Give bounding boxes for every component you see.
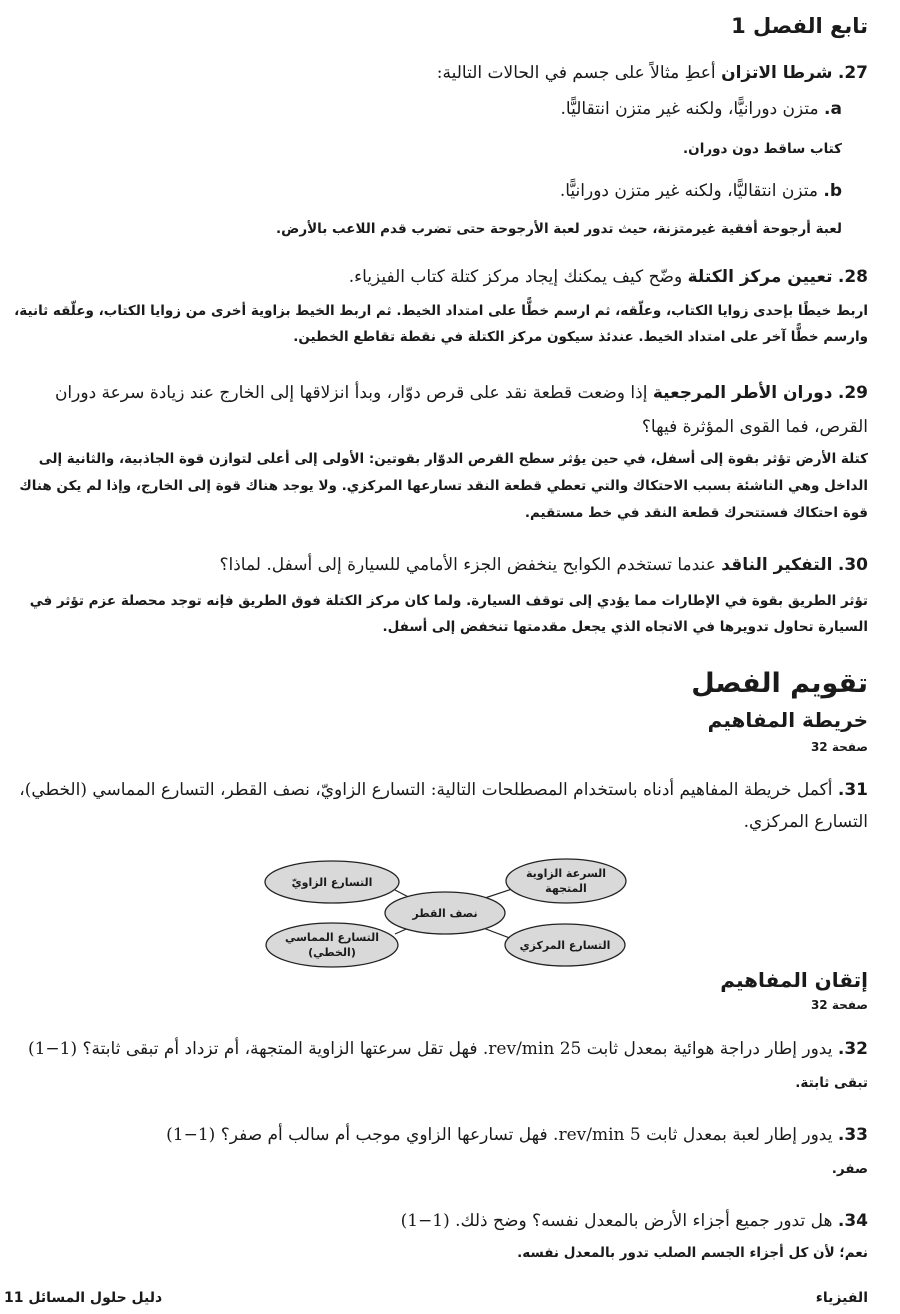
concept-map-page-ref: صفحة 32 — [810, 740, 868, 754]
question-29 — [4, 376, 868, 444]
question-text: إذا وضعت قطعة نقد على قرص دوّار، وبدأ انزلاقها إلى الخارج عند زيادة سرعة دوران القرص، فما القوى المؤثرة فيها؟ — [54, 383, 868, 437]
node-bottom-right — [505, 924, 625, 966]
question-number: 32. — [837, 1039, 868, 1059]
node-label: نصف القطر — [412, 907, 478, 920]
question-30 — [219, 550, 868, 580]
node-label-line1: التسارع المماسي — [284, 931, 380, 944]
node-label-line2: (الخطي) — [308, 946, 356, 959]
question-number: 28. — [837, 267, 868, 287]
node-center — [385, 892, 505, 934]
part-letter: b. — [823, 181, 842, 201]
question-text: وضّح كيف يمكنك إيجاد مركز كتلة كتاب الفيزياء. — [348, 267, 683, 287]
node-label-line2: المتجهة — [545, 882, 587, 895]
question-33 — [166, 1120, 868, 1150]
question-term: شرطا الاتزان — [721, 63, 833, 83]
question-text: عندما تستخدم الكوابح ينخفض الجزء الأمامي للسيارة إلى أسفل. لماذا؟ — [219, 555, 716, 575]
answer-29: كتلة الأرض تؤثر بقوة إلى أسفل، في حين يؤثر سطح القرص الدوّار بقوتين: الأولى إلى أعلى لتوازن قوة الجاذبية، والثانية إلى الداخل وهي الناشئة بسبب الاحتكاك والتي تعطي قطعة النقد تسارعها المركزي. ولا يوجد هناك قوة إلى الخارج، وإذا لم يكن هناك قوة احتكاك فستتحرك قطعة النقد في خط مستقيم. — [19, 451, 868, 521]
chapter-review-heading: تقويم الفصل — [691, 668, 868, 699]
answer-27b: لعبة أرجوحة أفقية غيرمتزنة، حيث تدور لعبة الأرجوحة حتى تضرب قدم اللاعب بالأرض. — [276, 221, 842, 237]
question-term: تعيين مركز الكتلة — [687, 267, 833, 287]
answer-33: صفر. — [831, 1161, 868, 1177]
footer-guide-title: دليل حلول المسائل 11 — [4, 1290, 163, 1306]
question-number: 30. — [837, 555, 868, 575]
question-number: 34. — [837, 1211, 868, 1231]
question-text: يدور إطار لعبة بمعدل ثابت 5 rev/min. فهل تسارعها الزاوي موجب أم سالب أم صفر؟ (1−1) — [166, 1125, 833, 1145]
answer-30: تؤثر الطريق بقوة في الإطارات مما يؤدي إلى توقف السيارة. ولما كان مركز الكتلة فوق الطريق فإنه توجد محصلة عزم تؤثر في السيارة تحاول تدويرها في الاتجاه الذي يجعل مقدمتها تنخفض إلى أسفل. — [29, 593, 868, 635]
node-label: التسارع المركزي — [519, 939, 611, 952]
question-28 — [349, 262, 868, 292]
mastery-heading: إتقان المفاهيم — [720, 968, 868, 992]
question-number: 27. — [837, 63, 868, 83]
concept-map-heading: خريطة المفاهيم — [707, 708, 868, 732]
question-text: أعطِ مثالاً على جسم في الحالات التالية: — [436, 63, 716, 83]
question-27 — [437, 58, 868, 88]
node-label-line1: السرعة الزاوية — [525, 867, 607, 880]
question-31 — [4, 774, 868, 838]
question-27b — [560, 176, 842, 206]
node-bottom-left — [266, 923, 398, 967]
answer-34: نعم؛ لأن كل أجزاء الجسم الصلب تدور بالمعدل نفسه. — [517, 1245, 868, 1261]
part-text: متزن دورانيًّا، ولكنه غير متزن انتقاليًّا. — [560, 99, 819, 119]
answer-27a: كتاب ساقط دون دوران. — [683, 141, 842, 157]
question-number: 33. — [837, 1125, 868, 1145]
question-text: يدور إطار دراجة هوائية بمعدل ثابت 25 rev/min. فهل تقل سرعتها الزاوية المتجهة، أم تزداد أم تبقى ثابتة؟ (1−1) — [27, 1039, 833, 1059]
part-letter: a. — [824, 99, 842, 119]
concept-map-diagram — [260, 850, 630, 968]
question-34 — [401, 1206, 868, 1236]
question-number: 29. — [837, 383, 868, 403]
answer-28: اربط خيطًا بإحدى زوايا الكتاب، وعلّقه، ثم ارسم خطًّا على امتداد الخيط. ثم اربط الخيط بزاوية أخرى من زوايا الكتاب، وعلّقه ثانية، وارسم خطًّا آخر على امتداد الخيط. عندئذ سيكون مركز الكتلة في نقطة تقاطع الخطين. — [14, 303, 868, 345]
question-text: هل تدور جميع أجزاء الأرض بالمعدل نفسه؟ وضح ذلك. (1−1) — [400, 1211, 833, 1231]
question-number: 31. — [837, 780, 868, 800]
node-top-left — [265, 861, 399, 903]
answer-32: تبقى ثابتة. — [795, 1075, 868, 1091]
question-27a — [561, 94, 843, 124]
question-term: التفكير الناقد — [721, 555, 833, 575]
node-top-right — [506, 859, 626, 903]
footer-subject: الفيزياء — [815, 1290, 868, 1306]
question-term: دوران الأطر المرجعية — [652, 383, 833, 403]
chapter-title: تابع الفصل 1 — [731, 14, 868, 38]
node-label: التسارع الزاويّ — [291, 876, 373, 889]
mastery-page-ref: صفحة 32 — [810, 998, 868, 1012]
question-32 — [28, 1034, 868, 1064]
question-text: أكمل خريطة المفاهيم أدناه باستخدام المصطلحات التالية: التسارع الزاويّ، نصف القطر، التسارع المماسي (الخطي)، التسارع المركزي. — [19, 780, 868, 832]
part-text: متزن انتقاليًّا، ولكنه غير متزن دورانيًّا. — [559, 181, 818, 201]
